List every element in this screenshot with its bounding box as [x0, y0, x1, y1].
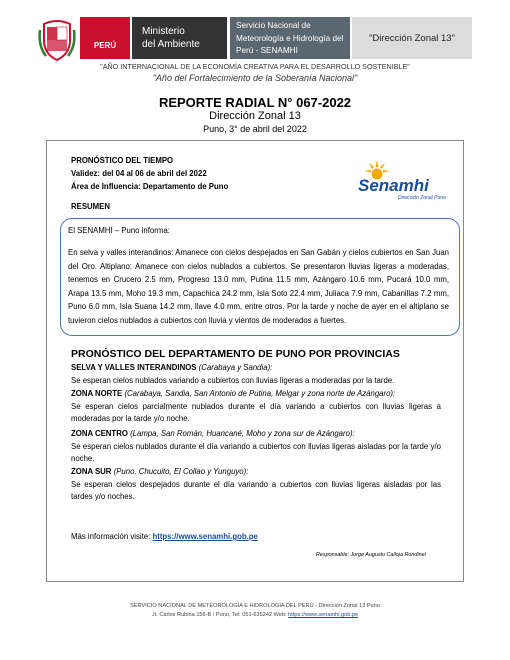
forecast-title: PRONÓSTICO DEL TIEMPO — [71, 156, 174, 165]
section-name: ZONA SUR — [71, 467, 112, 476]
more-info — [71, 532, 258, 541]
senamhi-logo-sub: Dirección Zonal Puno — [398, 195, 446, 201]
forecast-validity: Validez: del 04 al 06 de abril del 2022 — [71, 169, 207, 178]
ministry-line2: del Ambiente — [142, 39, 200, 50]
section-name: ZONA NORTE — [71, 389, 123, 398]
section-centro — [71, 428, 441, 466]
year-line-2: "Año del Fortalecimiento de la Soberanía Nacional" — [152, 73, 358, 83]
section-name: SELVA Y VALLES INTERANDINOS — [71, 363, 197, 372]
peru-label: PERÚ — [80, 17, 130, 59]
footer-address: Jr. Carlos Rubina 156-B / Puno, Tel: 051-635242 Web: — [151, 612, 289, 618]
summary-body: En selva y valles interandinos: Amanece con cielos despejados en San Gabán y cielos cubiertos en San Juan del Oro. Altiplano: Amanece con cielos nublados a cubiertos. Se presentaron lluvias ligeras a moderadas, tenemos en Crucero 2.5 mm, Progreso 13.0 mm, Putina 11.5 mm, Azángaro 10.6 mm, Pucará 10.0 mm, Arapa 13.5 mm, Moho 19.3 mm, Capachica 24.2 mm, Isla Soto 22.4 mm, Juliaca 7.9 mm, Cabanillas 7.2 mm, Puno 6.0 mm, Isla Suana 14.2 mm, Ilave 4.0 mm, entre otros. Por la tarde y noche de ayer en el altiplano se tuvieron cielos nublados a cubiertos con lluvia y vientos de moderados a fuertes. — [68, 248, 449, 325]
section-text: Se esperan cielos despejados durante el día variando a cubiertos con lluvias ligeras aisladas por las tardes y/o noches. — [71, 479, 441, 501]
senamhi-label — [230, 17, 350, 59]
zone-label: "Dirección Zonal 13" — [352, 17, 472, 59]
footer-link[interactable]: https://www.senamhi.gob.pe — [288, 612, 359, 618]
senamhi-line1: Servicio Nacional de — [236, 21, 311, 30]
section-areas: (Lampa, San Román, Huancané, Moho y zona sur de Azángaro): — [130, 429, 355, 438]
peru-coat-of-arms-icon — [38, 16, 76, 62]
section-name: ZONA CENTRO — [71, 429, 128, 438]
report-subtitle: Dirección Zonal 13 — [209, 110, 301, 122]
section-sur — [71, 466, 441, 504]
footer-line-1: SERVICIO NACIONAL DE METEOROLOGÍA E HIDROLOGÍA DEL PERÚ - Dirección Zonal 13 Puno — [130, 603, 380, 609]
senamhi-link[interactable]: https://www.senamhi.gob.pe — [152, 532, 258, 541]
forecast-area: Área de Influencia: Departamento de Puno — [71, 182, 229, 191]
year-line-1: "AÑO INTERNACIONAL DE LA ECONOMÍA CREATIVA PARA EL DESARROLLO SOSTENIBLE" — [100, 62, 410, 71]
section-selva — [71, 362, 441, 387]
senamhi-line2: Meteorología e Hidrología del — [236, 33, 344, 43]
provinces-title: PRONÓSTICO DEL DEPARTAMENTO DE PUNO POR PROVINCIAS — [71, 348, 400, 360]
senamhi-logo-word: Senamhi — [358, 176, 429, 195]
report-place-date: Puno, 3° de abril del 2022 — [203, 124, 307, 134]
section-text: Se esperan cielos nublados durante el día variando a cubiertos con lluvias ligeras aisladas por la tarde y/o noche. — [71, 441, 441, 463]
section-norte — [71, 388, 441, 426]
ministry-label — [132, 17, 227, 59]
summary-head: El SENAMHI – Puno informa: — [68, 226, 170, 235]
ministry-line1: Ministerio — [142, 26, 185, 37]
section-areas: (Puno, Chucuito, El Collao y Yunguyo): — [113, 467, 249, 476]
footer-line-2 — [0, 612, 510, 618]
report-title: REPORTE RADIAL N° 067-2022 — [158, 95, 352, 110]
section-text: Se esperan cielos nublados variando a cubiertos con lluvias ligeras a moderadas por la tarde. — [71, 375, 395, 385]
section-areas: (Carabaya y Sandia): — [198, 363, 273, 372]
section-areas: (Carabaya, Sandia, San Antonio de Putina, Melgar y zona norte de Azángaro): — [124, 389, 396, 398]
section-text: Se esperan cielos parcialmente nublados durante el día variando a cubiertos con lluvias ligeras a moderadas por la tarde y/o noche. — [71, 401, 441, 423]
senamhi-line3: Perú - SENAMHI — [236, 46, 298, 55]
responsable: Responsable: Jorge Augusto Calloja Rondinel — [316, 552, 426, 558]
more-info-label: Más información visite: — [71, 532, 153, 541]
resumen-heading: RESUMEN — [71, 202, 110, 211]
